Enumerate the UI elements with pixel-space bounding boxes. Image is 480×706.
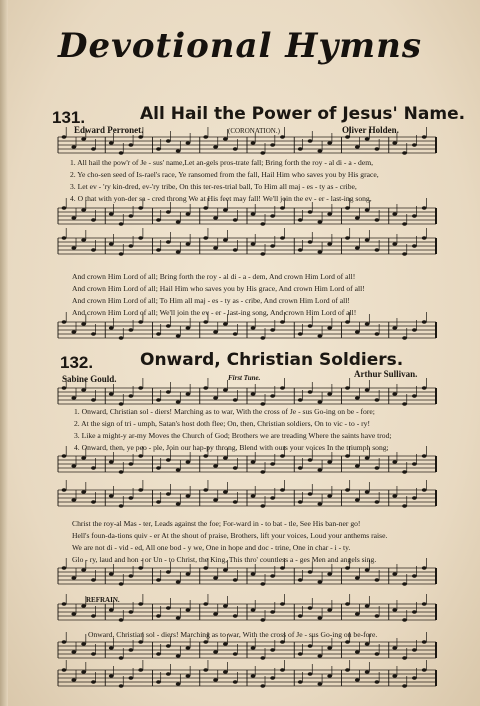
verse-line: Hell's foun-da-tions quiv - er At the shout of praise, Brothers, lift your voices, Loud your anthems raise.	[72, 531, 388, 540]
music-staff	[58, 660, 436, 688]
verse-line: 2. Ye cho-sen seed of Is-rael's race, Ye ransomed from the fall, Hail Him who saves you by His grace,	[70, 170, 379, 179]
author-credit: Edward Perronet.	[74, 125, 144, 135]
tune-name: (CORONATION.)	[228, 127, 280, 135]
tune-name: First Tune.	[228, 374, 261, 382]
music-staff	[58, 127, 436, 155]
music-staff	[58, 198, 436, 226]
author-credit: Sabine Gould.	[62, 374, 117, 384]
music-staff	[58, 446, 436, 474]
verse-line: 4. O that with yon-der sa - cred throng We at His feet may fall! We'll join the ev - er - last-ing song,	[70, 194, 372, 203]
music-staff	[58, 312, 436, 340]
hymn-number: 131.	[52, 108, 86, 127]
hymn-number: 132.	[60, 353, 94, 372]
refrain-line: And crown Him Lord of all; Bring forth the roy - al di - a - dem, And crown Him Lord of all!	[72, 272, 356, 281]
verse-line: 1. All hail the pow'r of Je - sus' name,Let an-gels pros-trate fall; Bring forth the roy - al di - a - dem,	[70, 158, 374, 167]
verse-line: 2. At the sign of tri - umph, Satan's host doth flee; On, then, Christian soldiers, On to vic - to - ry!	[74, 419, 371, 428]
composer-credit: Arthur Sullivan.	[354, 369, 418, 379]
refrain-line: And crown Him Lord of all; We'll join the ev - er - last-ing song, And crown Him Lord of all!	[72, 308, 357, 317]
music-staff	[58, 594, 436, 622]
refrain-line: And crown Him Lord of all; To Him all maj - es - ty as - cribe, And crown Him Lord of all!	[72, 296, 350, 305]
hymn-title: Onward, Christian Soldiers.	[140, 350, 404, 370]
composer-credit: Oliver Holden.	[342, 125, 399, 135]
music-staff	[58, 228, 436, 256]
verse-line: 4. Onward, then, ye peo - ple, Join our hap-py throng, Blend with ours your voices In the triumph song;	[74, 443, 389, 452]
running-head-title: Devotional Hymns	[57, 26, 423, 66]
verse-line: Christ the roy-al Mas - ter, Leads against the foe; For-ward in - to bat - tle, See His ban-ner go!	[72, 519, 361, 528]
verse-line: We are not di - vid - ed, All one bod - y we, One in hope and doc - trine, One in char - i - ty.	[72, 543, 351, 552]
music-staff	[58, 480, 436, 508]
verse-line: 3. Let ev - 'ry kin-dred, ev-'ry tribe, On this ter-res-trial ball, To Him all maj - es - ty as - cribe,	[70, 182, 357, 191]
music-staff	[58, 378, 436, 406]
music-staff	[58, 558, 436, 586]
refrain-label: REFRAIN.	[86, 596, 120, 604]
verse-line: 3. Like a might-y ar-my Moves the Church of God; Brothers we are treading Where the saints have trod;	[74, 431, 392, 440]
music-staff	[58, 632, 436, 660]
refrain-line: And crown Him Lord of all; Hail Him who saves you by His grace, And crown Him Lord of all!	[72, 284, 365, 293]
verse-line: 1. Onward, Christian sol - diers! Marching as to war, With the cross of Je - sus Go-ing on be - fore;	[74, 407, 375, 416]
verse-line: Glo - ry, laud and hon - or Un - to Christ, the King, This thro' countless a - ges Men and angels sing.	[72, 555, 377, 564]
refrain-line: Onward, Christian sol - diers! Marching as to war, With the cross of Je - sus Go-ing on be-fore.	[88, 630, 378, 639]
hymn-title: All Hail the Power of Jesus' Name.	[140, 104, 466, 124]
